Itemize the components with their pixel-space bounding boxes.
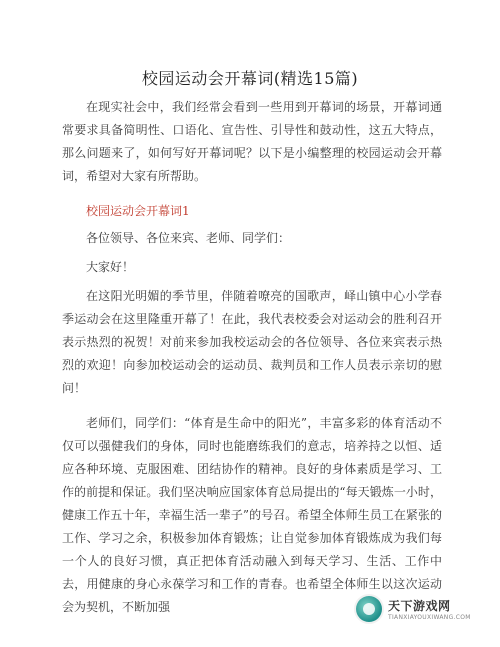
- intro-paragraph: 在现实社会中，我们经常会看到一些用到开幕词的场景，开幕词通常要求具备简明性、口语化、宣告性、引导性和鼓动性，这五大特点，那么问题来了，如何写好开幕词呢？以下是小编整理的校园运动会开幕词，希望对大家有所帮助。: [62, 100, 442, 183]
- hello-line: 大家好！: [86, 260, 135, 274]
- document-body: [62, 96, 442, 631]
- greeting-line: 各位领导、各位来宾、老师、同学们：: [86, 231, 291, 245]
- page-title: 校园运动会开幕词(精选15篇): [141, 69, 359, 88]
- body-paragraph-2: 老师们，同学们：“体育是生命中的阳光”，丰富多彩的体育活动不仅可以强健我们的身体，同时也能磨练我们的意志，培养持之以恒、适应各种环境、克服困难、团结协作的精神。良好的身体素质是学习、工作的前提和保证。我们坚决响应国家体育总局提出的“每天锻炼一小时，健康工作五十年，幸福生活一辈子”的号召。希望全体师生员工在紧张的工作、学习之余，积极参加体育锻炼；让自觉参加体育锻炼成为我们每一个人的良好习惯，真正把体育活动融入到每天学习、生活、工作中去，用健康的身心永葆学习和工作的青春。也希望全体师生以这次运动会为契机，不断加强: [62, 416, 442, 614]
- section-heading: 校园运动会开幕词1: [86, 204, 190, 218]
- logo-text-group: [388, 597, 471, 621]
- logo-name: 天下游戏网: [388, 599, 451, 613]
- game-logo-icon: [356, 596, 382, 622]
- logo-subtitle: TIANXIAYOUXIWANG.COM: [388, 614, 471, 621]
- site-watermark-logo: [356, 591, 474, 627]
- body-paragraph-1: 在这阳光明媚的季节里，伴随着嘹亮的国歌声，峄山镇中心小学春季运动会在这里隆重开幕了！在此，我代表校委会对运动会的胜利召开表示热烈的祝贺！对前来参加我校运动会的各位领导、各位来宾表示热烈的欢迎！向参加校运动会的运动员、裁判员和工作人员表示亲切的慰问！: [62, 289, 442, 395]
